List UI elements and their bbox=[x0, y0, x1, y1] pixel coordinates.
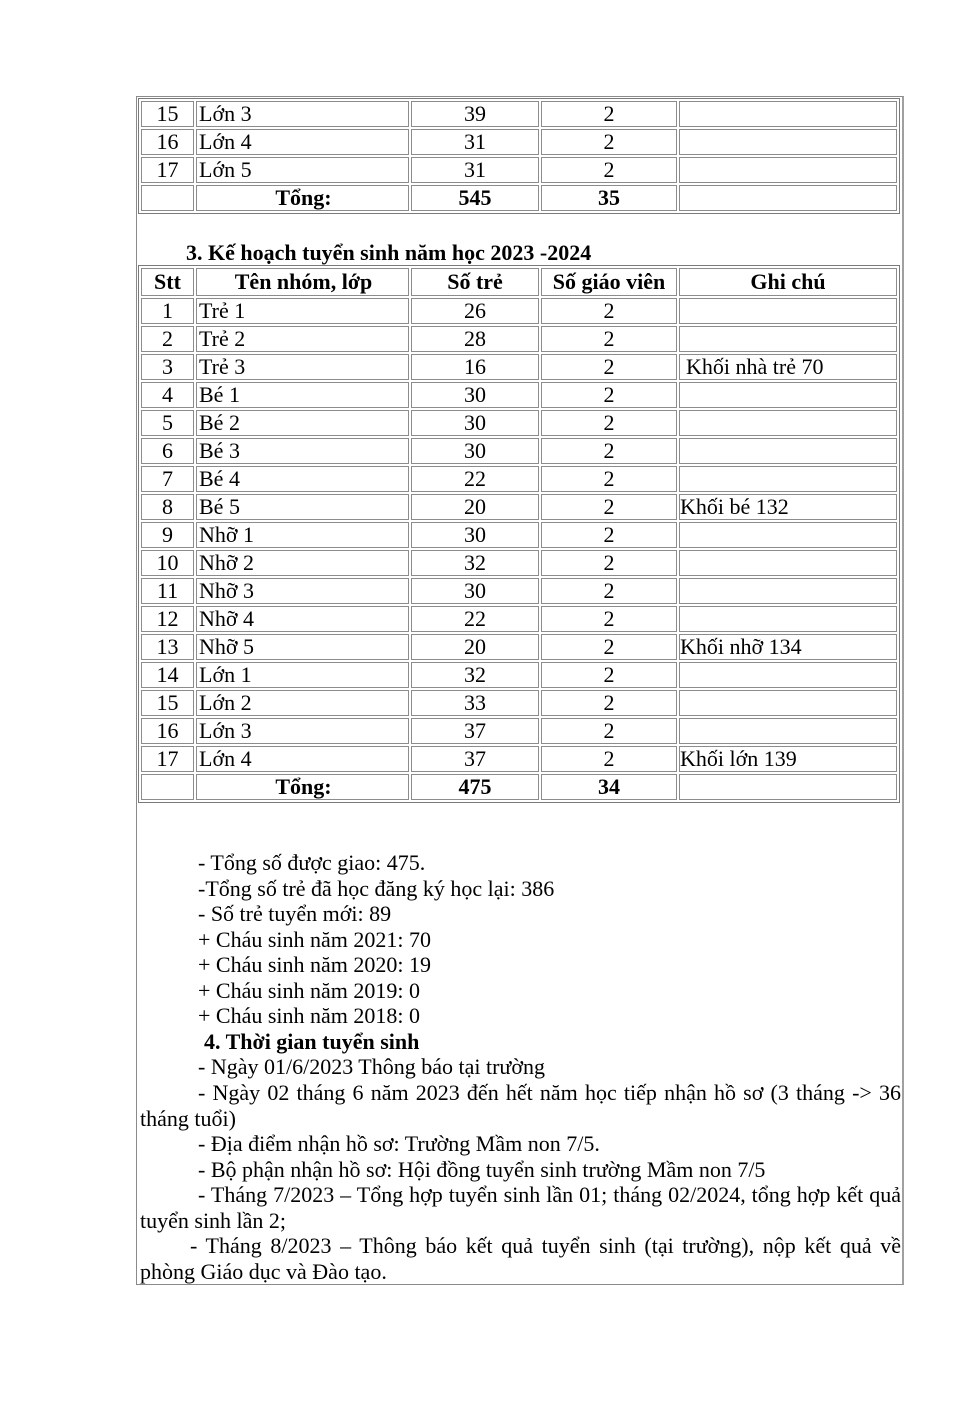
total-label: Tổng: bbox=[196, 774, 409, 800]
cell-stt: 8 bbox=[141, 494, 194, 520]
cell-name: Bé 4 bbox=[196, 466, 409, 492]
cell-stt: 17 bbox=[141, 746, 194, 772]
cell-so-tre: 30 bbox=[411, 522, 539, 548]
table-row bbox=[141, 438, 897, 464]
table-enrollment-plan bbox=[138, 265, 900, 803]
cell-name: Lớn 1 bbox=[196, 662, 409, 688]
cell-name: Trẻ 1 bbox=[196, 298, 409, 324]
cell-stt: 15 bbox=[141, 690, 194, 716]
schedule-line-department: - Bộ phận nhận hồ sơ: Hội đồng tuyển sinh trường Mầm non 7/5 bbox=[198, 1157, 766, 1182]
header-note: Ghi chú bbox=[679, 268, 897, 296]
cell-name: Bé 3 bbox=[196, 438, 409, 464]
schedule-line-summary: - Tháng 7/2023 – Tổng hợp tuyển sinh lần 01; tháng 02/2024, tổng hợp kết quả tuyển sinh lần 2; bbox=[140, 1182, 901, 1233]
cell-note bbox=[679, 185, 897, 211]
cell-so-gv: 2 bbox=[541, 690, 677, 716]
cell-so-gv: 2 bbox=[541, 578, 677, 604]
total-so-gv: 34 bbox=[541, 774, 677, 800]
cell-note bbox=[679, 550, 897, 576]
table-row bbox=[141, 466, 897, 492]
cell-so-gv: 2 bbox=[541, 157, 677, 183]
section-4-title: 4. Thời gian tuyển sinh bbox=[204, 1029, 420, 1054]
cell-so-gv: 2 bbox=[541, 410, 677, 436]
cell-stt: 4 bbox=[141, 382, 194, 408]
cell-so-tre: 37 bbox=[411, 718, 539, 744]
header-stt: Stt bbox=[141, 268, 194, 296]
cell-so-tre: 30 bbox=[411, 410, 539, 436]
cell-stt: 10 bbox=[141, 550, 194, 576]
cell-so-tre: 39 bbox=[411, 101, 539, 127]
table-row bbox=[141, 101, 897, 127]
cell-name: Trẻ 2 bbox=[196, 326, 409, 352]
table-header-row bbox=[141, 268, 897, 296]
cell-name: Trẻ 3 bbox=[196, 354, 409, 380]
cell-stt: 15 bbox=[141, 101, 194, 127]
table-row bbox=[141, 129, 897, 155]
cell-so-tre: 31 bbox=[411, 129, 539, 155]
cell-name: Nhỡ 3 bbox=[196, 578, 409, 604]
cell-so-gv: 2 bbox=[541, 438, 677, 464]
table-previous-year bbox=[138, 98, 900, 214]
cell-so-gv: 2 bbox=[541, 606, 677, 632]
cell-so-tre: 20 bbox=[411, 634, 539, 660]
table-row bbox=[141, 494, 897, 520]
cell-stt: 14 bbox=[141, 662, 194, 688]
cell-name: Nhỡ 4 bbox=[196, 606, 409, 632]
cell-name: Bé 1 bbox=[196, 382, 409, 408]
cell-stt: 5 bbox=[141, 410, 194, 436]
table-row bbox=[141, 522, 897, 548]
schedule-line-location: - Địa điểm nhận hồ sơ: Trường Mầm non 7/5. bbox=[198, 1131, 600, 1156]
cell-name: Lớn 4 bbox=[196, 746, 409, 772]
header-so-tre: Số trẻ bbox=[411, 268, 539, 296]
cell-name: Lớn 2 bbox=[196, 690, 409, 716]
cell-note bbox=[679, 690, 897, 716]
table-row bbox=[141, 606, 897, 632]
cell-stt: 3 bbox=[141, 354, 194, 380]
table-row bbox=[141, 354, 897, 380]
total-so-tre: 475 bbox=[411, 774, 539, 800]
table-row bbox=[141, 326, 897, 352]
table-total-row bbox=[141, 774, 897, 800]
cell-so-gv: 2 bbox=[541, 101, 677, 127]
cell-name: Bé 5 bbox=[196, 494, 409, 520]
cell-so-gv: 2 bbox=[541, 522, 677, 548]
table-total-row bbox=[141, 185, 897, 211]
cell-note bbox=[679, 129, 897, 155]
cell-so-gv: 2 bbox=[541, 662, 677, 688]
table-row bbox=[141, 550, 897, 576]
cell-note bbox=[679, 410, 897, 436]
cell-so-gv: 2 bbox=[541, 718, 677, 744]
summary-line-new: - Số trẻ tuyển mới: 89 bbox=[198, 901, 392, 926]
cell-note: Khối bé 132 bbox=[679, 494, 897, 520]
summary-line-2021: + Cháu sinh năm 2021: 70 bbox=[198, 927, 432, 952]
schedule-line-receive: - Ngày 02 tháng 6 năm 2023 đến hết năm học tiếp nhận hồ sơ (3 tháng -> 36 tháng tuổi) bbox=[140, 1080, 901, 1131]
section-3-title: 3. Kế hoạch tuyển sinh năm học 2023 -2024 bbox=[186, 240, 592, 265]
cell-note bbox=[679, 466, 897, 492]
schedule-line-result: - Tháng 8/2023 – Thông báo kết quả tuyển sinh (tại trường), nộp kết quả về phòng Giáo dục và Đào tạo. bbox=[140, 1233, 901, 1284]
total-so-tre: 545 bbox=[411, 185, 539, 211]
cell-stt: 11 bbox=[141, 578, 194, 604]
cell-so-gv: 2 bbox=[541, 746, 677, 772]
cell-name: Lớn 4 bbox=[196, 129, 409, 155]
cell-note: Khối lớn 139 bbox=[679, 746, 897, 772]
total-so-gv: 35 bbox=[541, 185, 677, 211]
cell-so-tre: 30 bbox=[411, 382, 539, 408]
cell-so-tre: 37 bbox=[411, 746, 539, 772]
cell-name: Nhỡ 1 bbox=[196, 522, 409, 548]
cell-so-gv: 2 bbox=[541, 466, 677, 492]
table-row bbox=[141, 746, 897, 772]
cell-so-tre: 28 bbox=[411, 326, 539, 352]
cell-note bbox=[679, 606, 897, 632]
cell-note bbox=[679, 718, 897, 744]
cell-note bbox=[679, 326, 897, 352]
cell-so-tre: 30 bbox=[411, 578, 539, 604]
summary-line-2019: + Cháu sinh năm 2019: 0 bbox=[198, 978, 421, 1003]
table-row bbox=[141, 157, 897, 183]
cell-so-gv: 2 bbox=[541, 634, 677, 660]
table-row bbox=[141, 718, 897, 744]
total-label: Tổng: bbox=[196, 185, 409, 211]
cell-note bbox=[679, 101, 897, 127]
cell-stt: 13 bbox=[141, 634, 194, 660]
cell-stt bbox=[141, 185, 194, 211]
header-so-gv: Số giáo viên bbox=[541, 268, 677, 296]
cell-name: Lớn 3 bbox=[196, 101, 409, 127]
cell-so-tre: 31 bbox=[411, 157, 539, 183]
cell-name: Nhỡ 2 bbox=[196, 550, 409, 576]
cell-name: Nhỡ 5 bbox=[196, 634, 409, 660]
summary-line-returning: -Tổng số trẻ đã học đăng ký học lại: 386 bbox=[198, 876, 555, 901]
cell-so-gv: 2 bbox=[541, 550, 677, 576]
cell-stt: 17 bbox=[141, 157, 194, 183]
cell-note bbox=[679, 774, 897, 800]
summary-line-total: - Tổng số được giao: 475. bbox=[198, 850, 426, 875]
cell-so-gv: 2 bbox=[541, 298, 677, 324]
cell-note bbox=[679, 662, 897, 688]
cell-stt: 9 bbox=[141, 522, 194, 548]
cell-note bbox=[679, 438, 897, 464]
cell-so-tre: 32 bbox=[411, 662, 539, 688]
cell-stt bbox=[141, 774, 194, 800]
cell-so-gv: 2 bbox=[541, 382, 677, 408]
cell-note bbox=[679, 157, 897, 183]
summary-line-2018: + Cháu sinh năm 2018: 0 bbox=[198, 1003, 421, 1028]
table-row bbox=[141, 634, 897, 660]
cell-so-gv: 2 bbox=[541, 354, 677, 380]
cell-note bbox=[679, 578, 897, 604]
cell-note bbox=[679, 382, 897, 408]
cell-stt: 2 bbox=[141, 326, 194, 352]
cell-stt: 1 bbox=[141, 298, 194, 324]
cell-so-tre: 30 bbox=[411, 438, 539, 464]
cell-note bbox=[679, 298, 897, 324]
cell-so-tre: 32 bbox=[411, 550, 539, 576]
cell-note bbox=[679, 522, 897, 548]
cell-name: Lớn 5 bbox=[196, 157, 409, 183]
table-row bbox=[141, 298, 897, 324]
header-name: Tên nhóm, lớp bbox=[196, 268, 409, 296]
cell-stt: 6 bbox=[141, 438, 194, 464]
cell-so-gv: 2 bbox=[541, 129, 677, 155]
cell-so-tre: 20 bbox=[411, 494, 539, 520]
table-row bbox=[141, 410, 897, 436]
summary-line-2020: + Cháu sinh năm 2020: 19 bbox=[198, 952, 432, 977]
cell-so-gv: 2 bbox=[541, 494, 677, 520]
cell-so-tre: 26 bbox=[411, 298, 539, 324]
table-row bbox=[141, 690, 897, 716]
cell-so-tre: 22 bbox=[411, 606, 539, 632]
cell-note: Khối nhỡ 134 bbox=[679, 634, 897, 660]
cell-name: Bé 2 bbox=[196, 410, 409, 436]
cell-stt: 16 bbox=[141, 129, 194, 155]
cell-note: Khối nhà trẻ 70 bbox=[679, 354, 897, 380]
table-row bbox=[141, 662, 897, 688]
cell-name: Lớn 3 bbox=[196, 718, 409, 744]
cell-so-gv: 2 bbox=[541, 326, 677, 352]
cell-so-tre: 33 bbox=[411, 690, 539, 716]
cell-so-tre: 16 bbox=[411, 354, 539, 380]
table-row bbox=[141, 578, 897, 604]
schedule-line-announce: - Ngày 01/6/2023 Thông báo tại trường bbox=[198, 1054, 545, 1079]
table-row bbox=[141, 382, 897, 408]
cell-stt: 16 bbox=[141, 718, 194, 744]
cell-so-tre: 22 bbox=[411, 466, 539, 492]
cell-stt: 7 bbox=[141, 466, 194, 492]
cell-stt: 12 bbox=[141, 606, 194, 632]
